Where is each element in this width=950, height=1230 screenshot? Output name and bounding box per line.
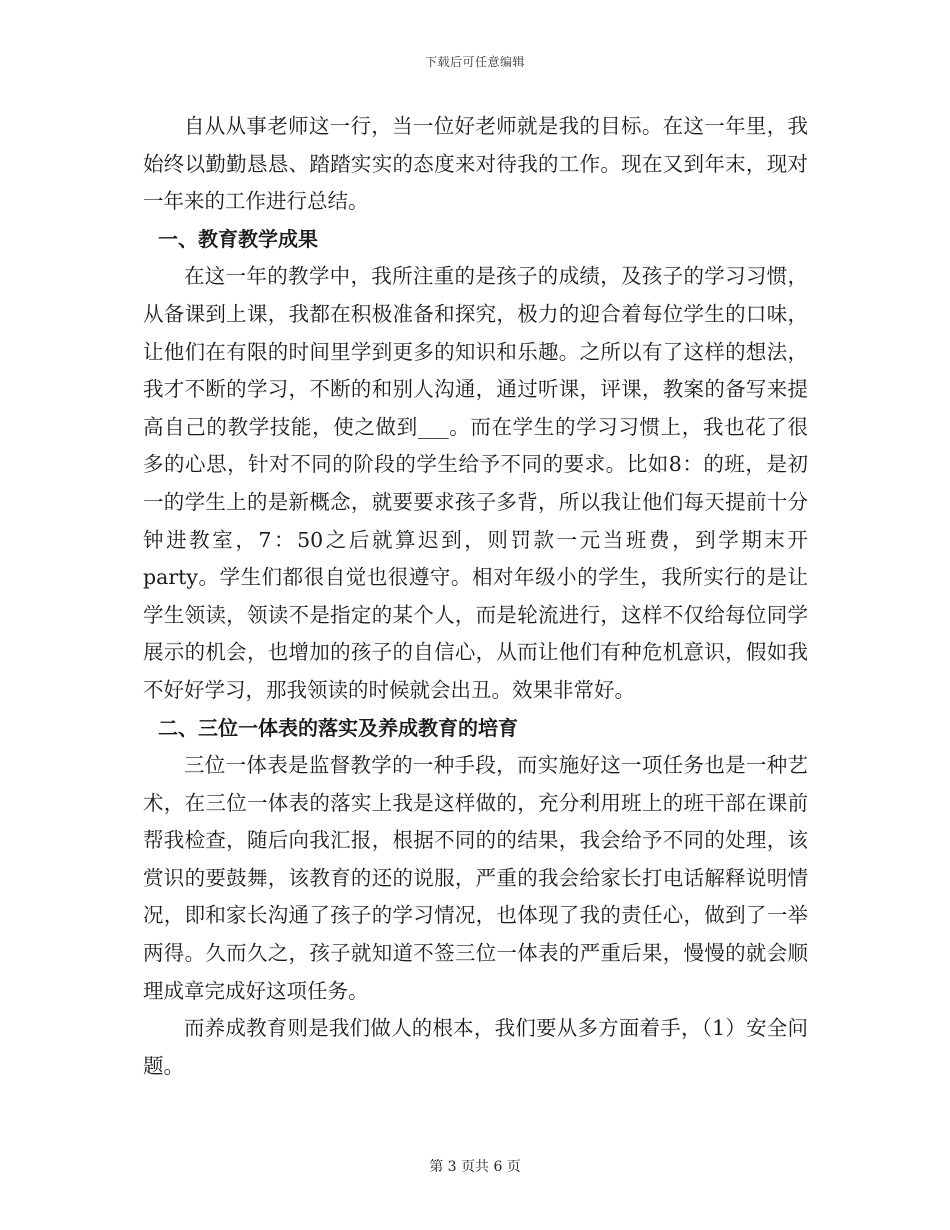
section-2-paragraph-2: 而养成教育则是我们做人的根本，我们要从多方面着手，（1）安全问题。 [143,1016,808,1078]
intro-paragraph: 自从从事老师这一行，当一位好老师就是我的目标。在这一年里，我始终以勤勤恳恳、踏踏实实的态度来对待我的工作。现在又到年末，现对一年来的工作进行总结。 [143,114,808,214]
page-footer: 第 3 页共 6 页 [429,1159,521,1175]
section-1-paragraph: 在这一年的教学中，我所注重的是孩子的成绩，及孩子的学习习惯，从备课到上课，我都在积极准备和探究，极力的迎合着每位学生的口味，让他们在有限的时间里学到更多的知识和乐趣。之所以有了这样的想法，我才不断的学习，不断的和别人沟通，通过听课，评课，教案的备写来提高自己的教学技能，使之做到___。而在学生的学习习惯上，我也花了很多的心思，针对不同的阶段的学生给予不同的要求。比如8：的班，是初一的学生上的是新概念，就要要求孩子多背，所以我让他们每天提前十分钟进教室，7：50之后就算迟到，则罚款一元当班费，到学期末开party。学生们都很自觉也很遵守。相对年级小的学生，我所实行的是让学生领读，领读不是指定的某个人，而是轮流进行，这样不仅给每位同学展示的机会，也增加的孩子的自信心，从而让他们有种危机意识，假如我不好好学习，那我领读的时候就会出丑。效果非常好。 [143,264,808,702]
document-body [143,108,808,1085]
page-header: 下载后可任意编辑 [424,55,525,69]
section-heading-1: 一、教育教学成果 [158,226,318,251]
section-2-paragraph-1: 三位一体表是监督教学的一种手段，而实施好这一项任务也是一种艺术，在三位一体表的落实上我是这样做的，充分利用班上的班干部在课前帮我检查，随后向我汇报，根据不同的的结果，我会给予不同的处理，该赏识的要鼓舞，该教育的还的说服，严重的我会给家长打电话解释说明情况，即和家长沟通了孩子的学习情况，也体现了我的责任心，做到了一举两得。久而久之，孩子就知道不签三位一体表的严重后果，慢慢的就会顺理成章完成好这项任务。 [143,753,808,1003]
section-heading-2: 二、三位一体表的落实及养成教育的培育 [158,715,518,740]
